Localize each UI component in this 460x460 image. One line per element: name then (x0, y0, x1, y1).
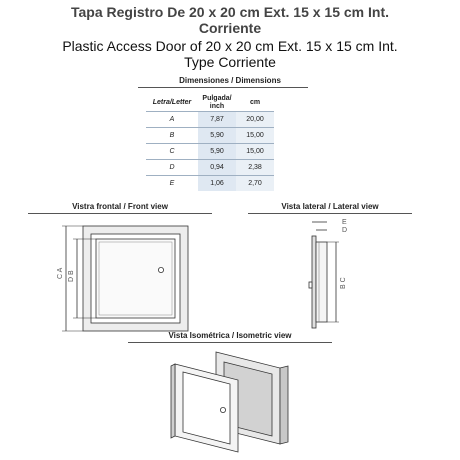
cell-inch: 1,06 (198, 176, 236, 192)
cell-letter: E (146, 176, 198, 192)
front-door-panel (96, 239, 175, 318)
cell-cm: 20,00 (236, 112, 274, 128)
title-en-line2: Type Corriente (184, 54, 276, 70)
title-es-line1: Tapa Registro De 20 x 20 cm Ext. 15 x 15 cm Int. (71, 4, 389, 20)
title-es-line2: Corriente (198, 20, 262, 36)
cell-cm: 2,38 (236, 160, 274, 176)
iso-door-edge (171, 364, 175, 438)
side-view-drawing (309, 222, 339, 328)
iso-frame-side (280, 366, 288, 444)
col-cm-header: cm (249, 98, 261, 106)
front-knob (158, 267, 163, 272)
isometric-view-heading: Vista Isométrica / Isometric view (168, 331, 292, 340)
cell-inch: 5,90 (198, 128, 236, 144)
cell-cm: 15,00 (236, 128, 274, 144)
front-view-drawing (62, 226, 188, 331)
side-knob (309, 282, 312, 288)
side-dim-label-bc: B C (340, 277, 347, 289)
cell-inch: 7,87 (198, 112, 236, 128)
col-letter-header: Letra/Letter (152, 98, 192, 106)
cell-inch: 0,94 (198, 160, 236, 176)
cell-letter: A (146, 112, 198, 128)
isometric-view-drawing (171, 352, 288, 452)
cell-letter: C (146, 144, 198, 160)
dimensions-heading: Dimensiones / Dimensions (179, 76, 281, 85)
front-dim-label-ca: C A (57, 267, 64, 279)
col-inch-header-line2: inch (209, 102, 225, 110)
cell-cm: 2,70 (236, 176, 274, 192)
cell-letter: D (146, 160, 198, 176)
title-en-line1: Plastic Access Door of 20 x 20 cm Ext. 15 x 15 cm Int. (62, 38, 398, 54)
side-dim-label-e: E (342, 219, 347, 226)
cell-inch: 5,90 (198, 144, 236, 160)
side-dim-label-d: D (342, 227, 348, 234)
cell-letter: B (146, 128, 198, 144)
side-body (316, 242, 327, 322)
cell-cm: 15,00 (236, 144, 274, 160)
col-inch-header-line1: Pulgada/ (202, 94, 232, 102)
front-dim-label-db: D B (68, 270, 75, 282)
front-view-heading: Vistra frontal / Front view (72, 202, 168, 211)
side-view-heading: Vista lateral / Lateral view (281, 202, 379, 211)
side-flange (312, 236, 316, 328)
iso-knob (220, 407, 225, 412)
